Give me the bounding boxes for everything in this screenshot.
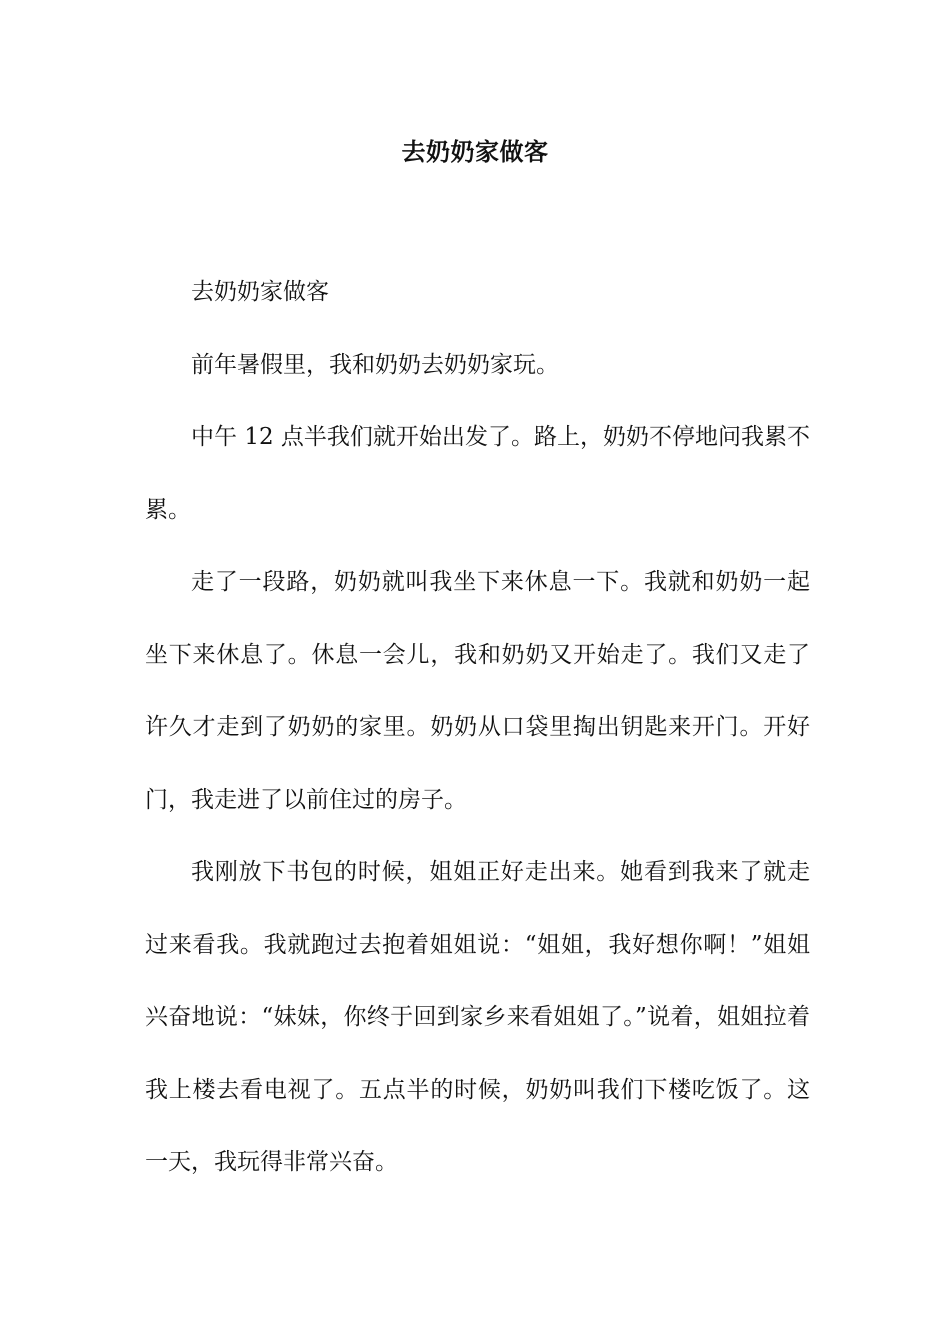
document-body [145, 256, 810, 1199]
paragraph: 中午 12 点半我们就开始出发了。路上，奶奶不停地问我累不累。 [145, 424, 810, 523]
document-title: 去奶奶家做客 [401, 137, 549, 166]
paragraph-subtitle: 去奶奶家做客 [191, 279, 329, 305]
paragraph: 我刚放下书包的时候，姐姐正好走出来。她看到我来了就走过来看我。我就跑过去抱着姐姐说：“姐姐，我好想你啊！”姐姐兴奋地说：“妹妹，你终于回到家乡来看姐姐了。”说着，姐姐拉着我上楼去看电视了。五点半的时候，奶奶叫我们下楼吃饭了。这一天，我玩得非常兴奋。 [145, 859, 810, 1175]
paragraph: 走了一段路，奶奶就叫我坐下来休息一下。我就和奶奶一起坐下来休息了。休息一会儿，我和奶奶又开始走了。我们又走了许久才走到了奶奶的家里。奶奶从口袋里掏出钥匙来开门。开好门，我走进了以前住过的房子。 [145, 569, 810, 813]
paragraph: 前年暑假里，我和奶奶去奶奶家玩。 [191, 351, 559, 378]
